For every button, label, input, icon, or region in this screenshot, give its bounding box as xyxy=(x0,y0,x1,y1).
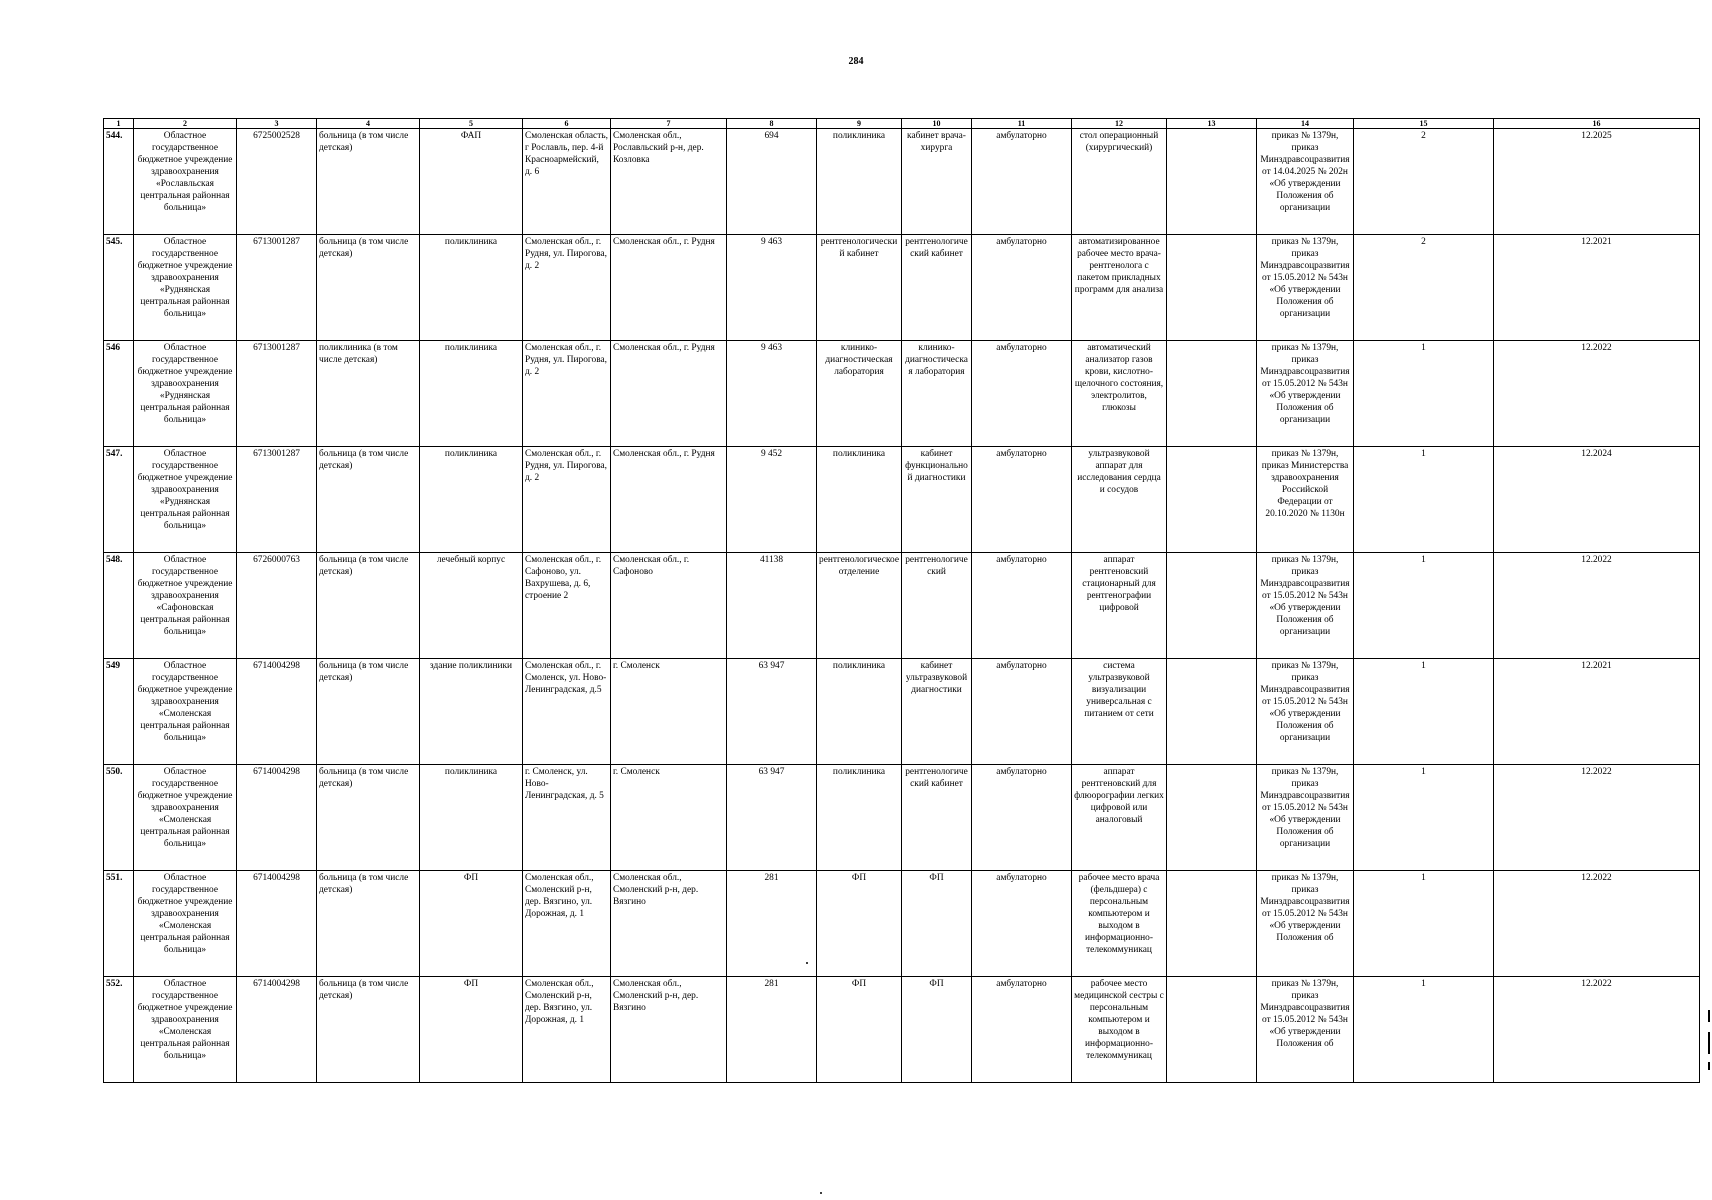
equipment-cell: система ультразвуковой визуализации универсальная с питанием от сети xyxy=(1072,659,1167,765)
population-cell: 9 463 xyxy=(727,341,817,447)
regulatory-basis-cell: приказ № 1379н, приказ Минздравсоцразвития от 15.05.2012 № 543н «Об утверждении Положения об xyxy=(1257,977,1354,1083)
equipment-cell: стол операционный (хирургический) xyxy=(1072,129,1167,235)
organization-name-cell: Областное государственное бюджетное учреждение здравоохранения «Рославльская центральная районная больница» xyxy=(134,129,237,235)
address-cell: Смоленская область, г Рославль, пер. 4-й Красноармейский, д. 6 xyxy=(523,129,611,235)
location-cell: Смоленская обл., г. Рудня xyxy=(611,447,727,553)
location-cell: г. Смоленск xyxy=(611,765,727,871)
deadline-date-cell: 12.2022 xyxy=(1494,553,1700,659)
building-type-cell: лечебный корпус xyxy=(420,553,523,659)
row-number-cell: 547. xyxy=(104,447,134,553)
empty-cell-cell xyxy=(1167,659,1257,765)
facility-type-cell: больница (в том числе детская) xyxy=(317,447,420,553)
facility-type-cell: больница (в том числе детская) xyxy=(317,977,420,1083)
quantity-cell: 2 xyxy=(1354,235,1494,341)
care-mode-cell: амбулаторно xyxy=(972,235,1072,341)
equipment-cell: рабочее место врача (фельдшера) с персональным компьютером и выходом в информационно-телекоммуникац xyxy=(1072,871,1167,977)
table-row xyxy=(104,341,1700,447)
department-cell: поликлиника xyxy=(817,129,902,235)
column-header: 15 xyxy=(1354,119,1494,129)
column-header: 12 xyxy=(1072,119,1167,129)
empty-cell-cell xyxy=(1167,977,1257,1083)
row-number-cell: 549 xyxy=(104,659,134,765)
population-cell: 281 xyxy=(727,871,817,977)
row-number-cell: 546 xyxy=(104,341,134,447)
organization-name-cell: Областное государственное бюджетное учреждение здравоохранения «Сафоновская центральная районная больница» xyxy=(134,553,237,659)
building-type-cell: поликлиника xyxy=(420,235,523,341)
building-type-cell: ФАП xyxy=(420,129,523,235)
department-cell: клинико-диагностическая лаборатория xyxy=(817,341,902,447)
care-mode-cell: амбулаторно xyxy=(972,129,1072,235)
equipment-cell: аппарат рентгеновский стационарный для рентгенографии цифровой xyxy=(1072,553,1167,659)
table-row xyxy=(104,871,1700,977)
scan-mark xyxy=(1708,1032,1710,1054)
empty-cell-cell xyxy=(1167,341,1257,447)
row-number-cell: 545. xyxy=(104,235,134,341)
regulatory-basis-cell: приказ № 1379н, приказ Минздравсоцразвития от 15.05.2012 № 543н «Об утверждении Положения об организации xyxy=(1257,235,1354,341)
column-header: 5 xyxy=(420,119,523,129)
table-row xyxy=(104,553,1700,659)
room-cell: кабинет ультразвуковой диагностики xyxy=(902,659,972,765)
facility-type-cell: поликлиника (в том числе детская) xyxy=(317,341,420,447)
care-mode-cell: амбулаторно xyxy=(972,341,1072,447)
column-header: 11 xyxy=(972,119,1072,129)
department-cell: поликлиника xyxy=(817,765,902,871)
column-header: 4 xyxy=(317,119,420,129)
column-header: 6 xyxy=(523,119,611,129)
deadline-date-cell: 12.2022 xyxy=(1494,871,1700,977)
inn-code-cell: 6713001287 xyxy=(237,341,317,447)
address-cell: Смоленская обл., Смоленский р-н, дер. Вязгино, ул. Дорожная, д. 1 xyxy=(523,871,611,977)
facility-type-cell: больница (в том числе детская) xyxy=(317,765,420,871)
address-cell: Смоленская обл., г. Рудня, ул. Пирогова, д. 2 xyxy=(523,447,611,553)
scan-mark xyxy=(1708,1062,1710,1070)
empty-cell-cell xyxy=(1167,447,1257,553)
regulatory-basis-cell: приказ № 1379н, приказ Министерства здравоохранения Российской Федерации от 20.10.2020 № 1130н xyxy=(1257,447,1354,553)
table-row xyxy=(104,447,1700,553)
address-cell: г. Смоленск, ул. Ново-Ленинградская, д. 5 xyxy=(523,765,611,871)
location-cell: Смоленская обл., Смоленский р-н, дер. Вязгино xyxy=(611,977,727,1083)
facility-type-cell: больница (в том числе детская) xyxy=(317,659,420,765)
equipment-table xyxy=(103,118,1700,1083)
room-cell: рентгенологический xyxy=(902,553,972,659)
quantity-cell: 1 xyxy=(1354,447,1494,553)
table-row xyxy=(104,977,1700,1083)
location-cell: Смоленская обл., г. Рудня xyxy=(611,235,727,341)
address-cell: Смоленская обл., г. Рудня, ул. Пирогова, д. 2 xyxy=(523,235,611,341)
address-cell: Смоленская обл., г. Рудня, ул. Пирогова, д. 2 xyxy=(523,341,611,447)
deadline-date-cell: 12.2025 xyxy=(1494,129,1700,235)
row-number-cell: 550. xyxy=(104,765,134,871)
location-cell: г. Смоленск xyxy=(611,659,727,765)
inn-code-cell: 6713001287 xyxy=(237,447,317,553)
inn-code-cell: 6714004298 xyxy=(237,765,317,871)
column-header: 10 xyxy=(902,119,972,129)
room-cell: ФП xyxy=(902,871,972,977)
inn-code-cell: 6714004298 xyxy=(237,871,317,977)
inn-code-cell: 6725002528 xyxy=(237,129,317,235)
table-row xyxy=(104,765,1700,871)
room-cell: кабинет функциональной диагностики xyxy=(902,447,972,553)
quantity-cell: 1 xyxy=(1354,765,1494,871)
organization-name-cell: Областное государственное бюджетное учреждение здравоохранения «Смоленская центральная районная больница» xyxy=(134,977,237,1083)
location-cell: Смоленская обл., Рославльский р-н, дер. Козловка xyxy=(611,129,727,235)
column-header: 3 xyxy=(237,119,317,129)
room-cell: кабинет врача-хирурга xyxy=(902,129,972,235)
table-body xyxy=(104,129,1700,1083)
regulatory-basis-cell: приказ № 1379н, приказ Минздравсоцразвития от 15.05.2012 № 543н «Об утверждении Положения об xyxy=(1257,871,1354,977)
empty-cell-cell xyxy=(1167,235,1257,341)
row-number-cell: 544. xyxy=(104,129,134,235)
department-cell: поликлиника xyxy=(817,659,902,765)
row-number-cell: 552. xyxy=(104,977,134,1083)
address-cell: Смоленская обл., г. Смоленск, ул. Ново-Ленинградская, д.5 xyxy=(523,659,611,765)
table-row xyxy=(104,235,1700,341)
inn-code-cell: 6714004298 xyxy=(237,977,317,1083)
organization-name-cell: Областное государственное бюджетное учреждение здравоохранения «Руднянская центральная районная больница» xyxy=(134,341,237,447)
care-mode-cell: амбулаторно xyxy=(972,871,1072,977)
equipment-cell: автоматизированное рабочее место врача-рентгенолога с пакетом прикладных программ для анализа xyxy=(1072,235,1167,341)
table-row xyxy=(104,659,1700,765)
row-number-cell: 551. xyxy=(104,871,134,977)
column-header: 16 xyxy=(1494,119,1700,129)
department-cell: ФП xyxy=(817,977,902,1083)
quantity-cell: 1 xyxy=(1354,341,1494,447)
quantity-cell: 1 xyxy=(1354,553,1494,659)
quantity-cell: 1 xyxy=(1354,977,1494,1083)
department-cell: рентгенологическое отделение xyxy=(817,553,902,659)
department-cell: поликлиника xyxy=(817,447,902,553)
building-type-cell: ФП xyxy=(420,871,523,977)
building-type-cell: поликлиника xyxy=(420,765,523,871)
inn-code-cell: 6714004298 xyxy=(237,659,317,765)
building-type-cell: здание поликлиники xyxy=(420,659,523,765)
regulatory-basis-cell: приказ № 1379н, приказ Минздравсоцразвития от 15.05.2012 № 543н «Об утверждении Положения об организации xyxy=(1257,765,1354,871)
quantity-cell: 1 xyxy=(1354,871,1494,977)
facility-type-cell: больница (в том числе детская) xyxy=(317,235,420,341)
equipment-cell: аппарат рентгеновский для флюорографии легких цифровой или аналоговый xyxy=(1072,765,1167,871)
column-header: 13 xyxy=(1167,119,1257,129)
address-cell: Смоленская обл., Смоленский р-н, дер. Вязгино, ул. Дорожная, д. 1 xyxy=(523,977,611,1083)
room-cell: рентгенологический кабинет xyxy=(902,765,972,871)
regulatory-basis-cell: приказ № 1379н, приказ Минздравсоцразвития от 15.05.2012 № 543н «Об утверждении Положения об организации xyxy=(1257,341,1354,447)
building-type-cell: поликлиника xyxy=(420,341,523,447)
population-cell: 63 947 xyxy=(727,659,817,765)
organization-name-cell: Областное государственное бюджетное учреждение здравоохранения «Смоленская центральная районная больница» xyxy=(134,765,237,871)
row-number-cell: 548. xyxy=(104,553,134,659)
location-cell: Смоленская обл., г. Сафоново xyxy=(611,553,727,659)
deadline-date-cell: 12.2022 xyxy=(1494,341,1700,447)
department-cell: ФП xyxy=(817,871,902,977)
column-header: 2 xyxy=(134,119,237,129)
deadline-date-cell: 12.2024 xyxy=(1494,447,1700,553)
empty-cell-cell xyxy=(1167,129,1257,235)
empty-cell-cell xyxy=(1167,871,1257,977)
column-header: 14 xyxy=(1257,119,1354,129)
deadline-date-cell: 12.2022 xyxy=(1494,977,1700,1083)
empty-cell-cell xyxy=(1167,553,1257,659)
organization-name-cell: Областное государственное бюджетное учреждение здравоохранения «Руднянская центральная районная больница» xyxy=(134,447,237,553)
equipment-cell: ультразвуковой аппарат для исследования сердца и сосудов xyxy=(1072,447,1167,553)
header-row xyxy=(104,119,1700,129)
quantity-cell: 1 xyxy=(1354,659,1494,765)
quantity-cell: 2 xyxy=(1354,129,1494,235)
department-cell: рентгенологический кабинет xyxy=(817,235,902,341)
care-mode-cell: амбулаторно xyxy=(972,447,1072,553)
facility-type-cell: больница (в том числе детская) xyxy=(317,129,420,235)
inn-code-cell: 6713001287 xyxy=(237,235,317,341)
column-header: 7 xyxy=(611,119,727,129)
page-number: 284 xyxy=(848,56,864,67)
population-cell: 9 452 xyxy=(727,447,817,553)
care-mode-cell: амбулаторно xyxy=(972,659,1072,765)
organization-name-cell: Областное государственное бюджетное учреждение здравоохранения «Руднянская центральная районная больница» xyxy=(134,235,237,341)
population-cell: 63 947 xyxy=(727,765,817,871)
population-cell: 281 xyxy=(727,977,817,1083)
organization-name-cell: Областное государственное бюджетное учреждение здравоохранения «Смоленская центральная районная больница» xyxy=(134,871,237,977)
regulatory-basis-cell: приказ № 1379н, приказ Минздравсоцразвития от 14.04.2025 № 202н «Об утверждении Положения об организации xyxy=(1257,129,1354,235)
location-cell: Смоленская обл., Смоленский р-н, дер. Вязгино xyxy=(611,871,727,977)
deadline-date-cell: 12.2021 xyxy=(1494,235,1700,341)
population-cell: 9 463 xyxy=(727,235,817,341)
empty-cell-cell xyxy=(1167,765,1257,871)
location-cell: Смоленская обл., г. Рудня xyxy=(611,341,727,447)
equipment-cell: рабочее место медицинской сестры с персональным компьютером и выходом в информационно-телекоммуникац xyxy=(1072,977,1167,1083)
deadline-date-cell: 12.2021 xyxy=(1494,659,1700,765)
deadline-date-cell: 12.2022 xyxy=(1494,765,1700,871)
population-cell: 694 xyxy=(727,129,817,235)
room-cell: ФП xyxy=(902,977,972,1083)
organization-name-cell: Областное государственное бюджетное учреждение здравоохранения «Смоленская центральная районная больница» xyxy=(134,659,237,765)
building-type-cell: ФП xyxy=(420,977,523,1083)
column-header: 1 xyxy=(104,119,134,129)
care-mode-cell: амбулаторно xyxy=(972,553,1072,659)
scan-dot xyxy=(820,1192,822,1194)
population-cell: 41138 xyxy=(727,553,817,659)
scan-dot xyxy=(806,962,808,964)
facility-type-cell: больница (в том числе детская) xyxy=(317,871,420,977)
room-cell: рентгенологический кабинет xyxy=(902,235,972,341)
equipment-cell: автоматический анализатор газов крови, кислотно-щелочного состояния, электролитов, глюкозы xyxy=(1072,341,1167,447)
table-row xyxy=(104,129,1700,235)
scan-mark xyxy=(1708,1010,1710,1022)
room-cell: клинико-диагностическая лаборатория xyxy=(902,341,972,447)
column-header: 9 xyxy=(817,119,902,129)
building-type-cell: поликлиника xyxy=(420,447,523,553)
regulatory-basis-cell: приказ № 1379н, приказ Минздравсоцразвития от 15.05.2012 № 543н «Об утверждении Положения об организации xyxy=(1257,553,1354,659)
care-mode-cell: амбулаторно xyxy=(972,765,1072,871)
facility-type-cell: больница (в том числе детская) xyxy=(317,553,420,659)
column-header: 8 xyxy=(727,119,817,129)
address-cell: Смоленская обл., г. Сафоново, ул. Вахрушева, д. 6, строение 2 xyxy=(523,553,611,659)
regulatory-basis-cell: приказ № 1379н, приказ Минздравсоцразвития от 15.05.2012 № 543н «Об утверждении Положения об организации xyxy=(1257,659,1354,765)
inn-code-cell: 6726000763 xyxy=(237,553,317,659)
care-mode-cell: амбулаторно xyxy=(972,977,1072,1083)
